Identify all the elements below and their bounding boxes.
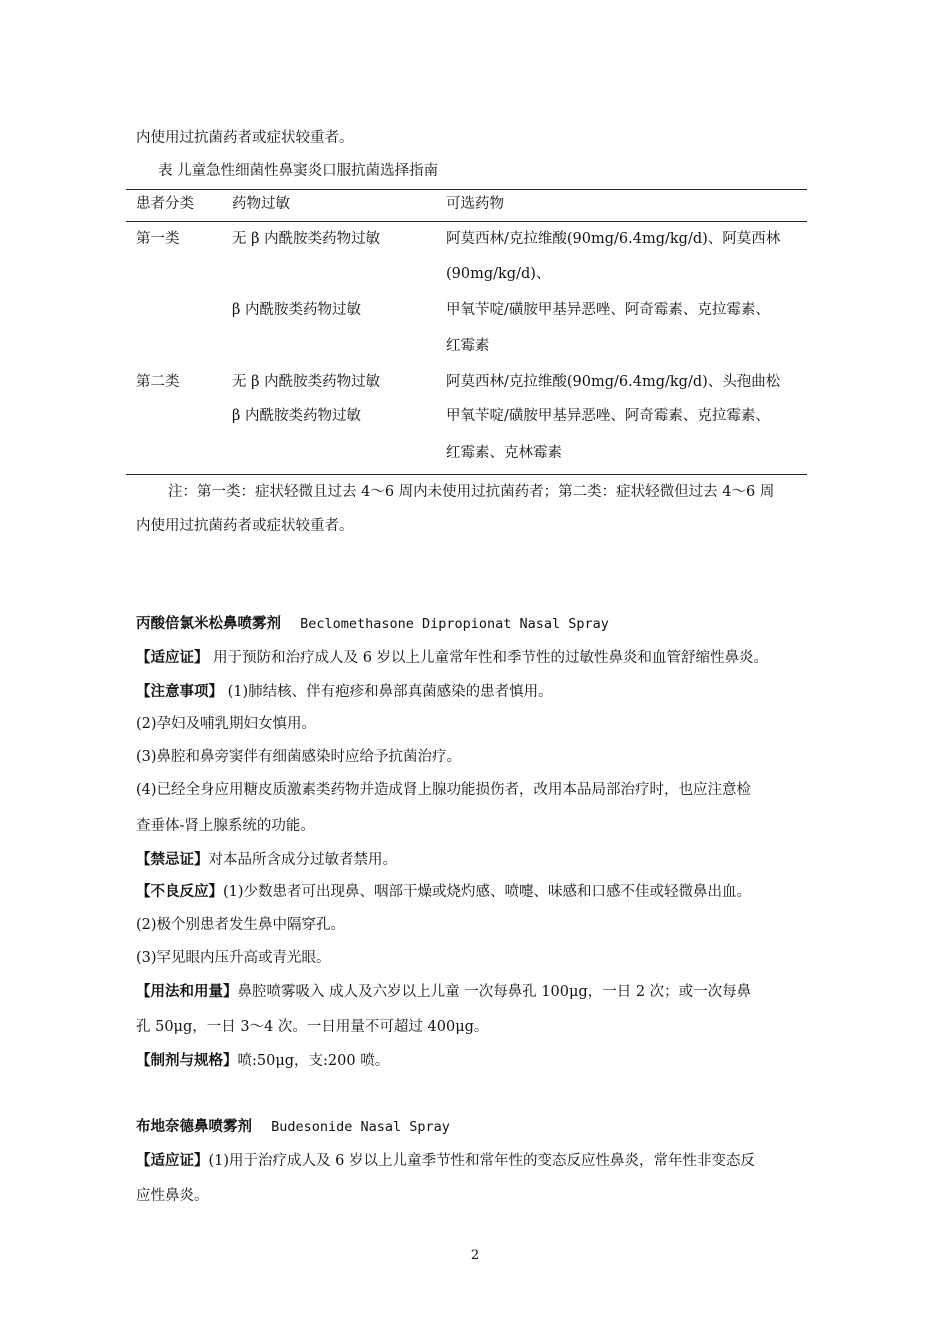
drug2-title — [136, 1117, 450, 1137]
cell-drugs: 阿莫西林/克拉维酸(90mg/6.4mg/kg/d)、阿莫西林 — [446, 231, 781, 247]
cautions-item-4b: 查垂体-肾上腺系统的功能。 — [136, 818, 315, 834]
adverse-item-1: (1)少数患者可出现鼻、咽部干燥或烧灼感、喷嚏、味感和口感不佳或轻微鼻出血。 — [223, 884, 752, 900]
indication-label: 【适应证】 — [136, 1152, 209, 1169]
table-header-allergy: 药物过敏 — [232, 196, 290, 212]
drug1-spec — [136, 1051, 389, 1071]
table-caption: 表 儿童急性细菌性鼻窦炎口服抗菌选择指南 — [158, 163, 439, 179]
cautions-label: 【注意事项】 — [136, 683, 223, 700]
drug1-indication — [136, 648, 768, 668]
page-number: 2 — [470, 1248, 480, 1263]
cautions-item-4a: (4)已经全身应用糖皮质激素类药物并造成肾上腺功能损伤者，改用本品局部治疗时，也应注意检 — [136, 782, 752, 798]
indication-text-a: (1)用于治疗成人及 6 岁以上儿童季节性和常年性的变态反应性鼻炎，常年性非变态反 — [208, 1153, 755, 1169]
adverse-item-3: (3)罕见眼内压升高或青光眼。 — [136, 950, 331, 966]
table-note-line1: 注：第一类：症状轻微且过去 4～6 周内未使用过抗菌药者；第二类：症状轻微但过去 4～6 周 — [168, 484, 775, 500]
drug2-indication — [136, 1151, 755, 1171]
table-header-category: 患者分类 — [136, 196, 194, 212]
indication-label: 【适应证】 — [136, 649, 209, 666]
cell-drugs: 红霉素 — [446, 338, 490, 354]
cell-drugs: (90mg/kg/d)、 — [446, 266, 551, 282]
table-note-line2: 内使用过抗菌药者或症状较重者。 — [136, 518, 354, 534]
drug1-dosage — [136, 982, 751, 1002]
spec-label: 【制剂与规格】 — [136, 1052, 238, 1069]
contra-label: 【禁忌证】 — [136, 851, 209, 868]
cell-allergy: 无 β 内酰胺类药物过敏 — [232, 231, 381, 247]
drug2-title-cn: 布地奈德鼻喷雾剂 — [136, 1118, 252, 1135]
adverse-label: 【不良反应】 — [136, 883, 223, 900]
drug1-title-cn: 丙酸倍氯米松鼻喷雾剂 — [136, 615, 281, 632]
dosage-label: 【用法和用量】 — [136, 983, 238, 1000]
drug1-title — [136, 614, 609, 634]
drug1-contraindication — [136, 850, 397, 870]
intro-line: 内使用过抗菌药者或症状较重者。 — [136, 130, 354, 146]
table-top-rule — [126, 189, 807, 190]
dosage-text-b: 孔 50μg，一日 3～4 次。一日用量不可超过 400μg。 — [136, 1019, 489, 1035]
cell-drugs: 甲氧苄啶/磺胺甲基异恶唑、阿奇霉素、克拉霉素、 — [446, 408, 770, 424]
drug2-title-en: Budesonide Nasal Spray — [271, 1119, 450, 1135]
drug1-title-en: Beclomethasone Dipropionat Nasal Spray — [300, 616, 609, 632]
cautions-item-1: (1)肺结核、伴有疱疹和鼻部真菌感染的患者慎用。 — [227, 684, 553, 700]
drug1-cautions — [136, 682, 553, 702]
cell-allergy: β 内酰胺类药物过敏 — [232, 302, 361, 318]
cautions-item-2: (2)孕妇及哺乳期妇女慎用。 — [136, 716, 317, 732]
adverse-item-2: (2)极个别患者发生鼻中隔穿孔。 — [136, 917, 346, 933]
table-bottom-rule — [126, 474, 807, 475]
indication-text: 用于预防和治疗成人及 6 岁以上儿童常年性和季节性的过敏性鼻炎和血管舒缩性鼻炎。 — [213, 650, 769, 666]
spec-text: 喷:50μg，支:200 喷。 — [237, 1053, 390, 1069]
cell-allergy: 无 β 内酰胺类药物过敏 — [232, 374, 381, 390]
cell-category: 第二类 — [136, 374, 180, 390]
contra-text: 对本品所含成分过敏者禁用。 — [208, 852, 397, 868]
cell-drugs: 红霉素、克林霉素 — [446, 445, 562, 461]
drug1-adverse — [136, 882, 751, 902]
table-header-rule — [126, 221, 807, 222]
drug2-indication-b: 应性鼻炎。 — [136, 1188, 209, 1204]
table-header-drugs: 可选药物 — [446, 196, 504, 212]
cell-allergy: β 内酰胺类药物过敏 — [232, 408, 361, 424]
cautions-item-3: (3)鼻腔和鼻旁窦伴有细菌感染时应给予抗菌治疗。 — [136, 749, 462, 765]
cell-category: 第一类 — [136, 231, 180, 247]
cell-drugs: 甲氧苄啶/磺胺甲基异恶唑、阿奇霉素、克拉霉素、 — [446, 302, 770, 318]
cell-drugs: 阿莫西林/克拉维酸(90mg/6.4mg/kg/d)、头孢曲松 — [446, 374, 781, 390]
dosage-text-a: 鼻腔喷雾吸入 成人及六岁以上儿童 一次每鼻孔 100μg，一日 2 次；或一次每鼻 — [237, 984, 752, 1000]
